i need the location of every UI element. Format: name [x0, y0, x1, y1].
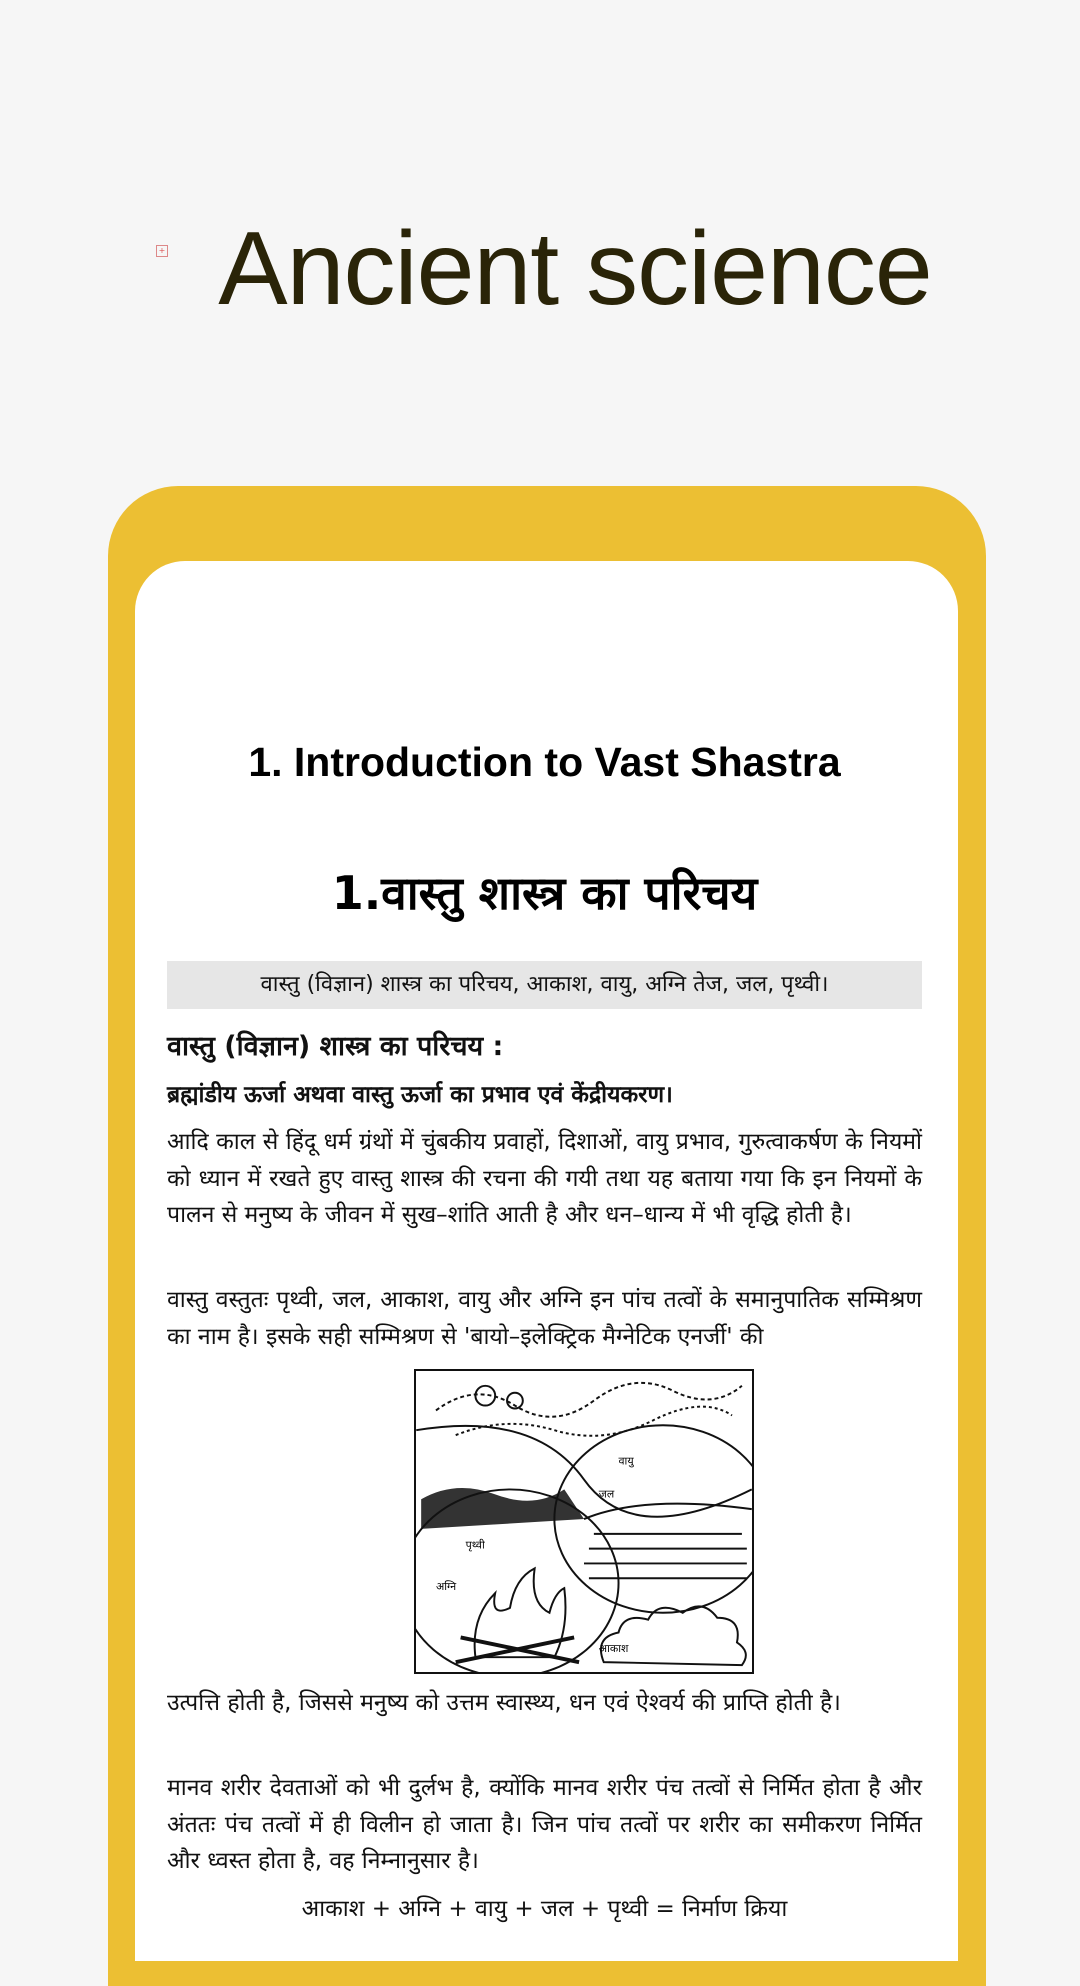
- five-elements-illustration: [414, 1369, 754, 1674]
- label-fire: अग्नि: [435, 1580, 457, 1594]
- paragraph-1: आदि काल से हिंदू धर्म ग्रंथों में चुंबकीय प्रवाहों, दिशाओं, वायु प्रभाव, गुरुत्वाकर्षण के नियमों को ध्यान में रखते हुए वास्तु शास्त्र की रचना की गयी तथा यह बताया गया कि इन नियमों के पालन से मनुष्य के जीवन में सुख–शांति आती है और धन–धान्य में भी वृद्धि होती है।: [167, 1129, 922, 1228]
- section-subheading: वास्तु (विज्ञान) शास्त्र का परिचय :: [167, 1031, 504, 1062]
- paragraph-2: वास्तु वस्तुतः पृथ्वी, जल, आकाश, वायु और अग्नि इन पांच तत्वों के समानुपातिक सम्मिश्रण का नाम है। इसके सही सम्मिश्रण से 'बायो–इलेक्ट्रिक मैग्नेटिक एनर्जी' की: [167, 1287, 922, 1350]
- topics-band: वास्तु (विज्ञान) शास्त्र का परिचय, आकाश, वायु, अग्नि तेज, जल, पृथ्वी।: [167, 961, 922, 1009]
- elements-formula: आकाश + अग्नि + वायु + जल + पृथ्वी = निर्माण क्रिया: [301, 1896, 788, 1922]
- page-title: Ancient science: [218, 211, 932, 327]
- chapter-heading-hindi: 1.वास्तु शास्त्र का परिचय: [331, 866, 758, 920]
- label-air: वायु: [618, 1454, 634, 1468]
- paragraph-3: उत्पत्ति होती है, जिससे मनुष्य को उत्तम स्वास्थ्य, धन एवं ऐश्वर्य की प्राप्ति होती है।: [167, 1690, 841, 1716]
- section-subheading-2: ब्रह्मांडीय ऊर्जा अथवा वास्तु ऊर्जा का प्रभाव एवं केंद्रीयकरण।: [167, 1082, 673, 1108]
- label-water: जल: [598, 1487, 615, 1501]
- chapter-heading-english: 1. Introduction to Vast Shastra: [248, 739, 841, 785]
- label-earth: पृथ्वी: [465, 1538, 485, 1552]
- expand-icon: +: [156, 245, 168, 257]
- book-page[interactable]: [135, 561, 958, 1961]
- paragraph-4: मानव शरीर देवताओं को भी दुर्लभ है, क्योंकि मानव शरीर पंच तत्वों से निर्मित होता है और अंततः पंच तत्वों में ही विलीन हो जाता है। जिन पांच तत्वों पर शरीर का समीकरण निर्मित और ध्वस्त होता है, वह निम्नानुसार है।: [167, 1775, 922, 1874]
- five-elements-drawing: [416, 1371, 752, 1672]
- label-sky: आकाश: [598, 1642, 629, 1656]
